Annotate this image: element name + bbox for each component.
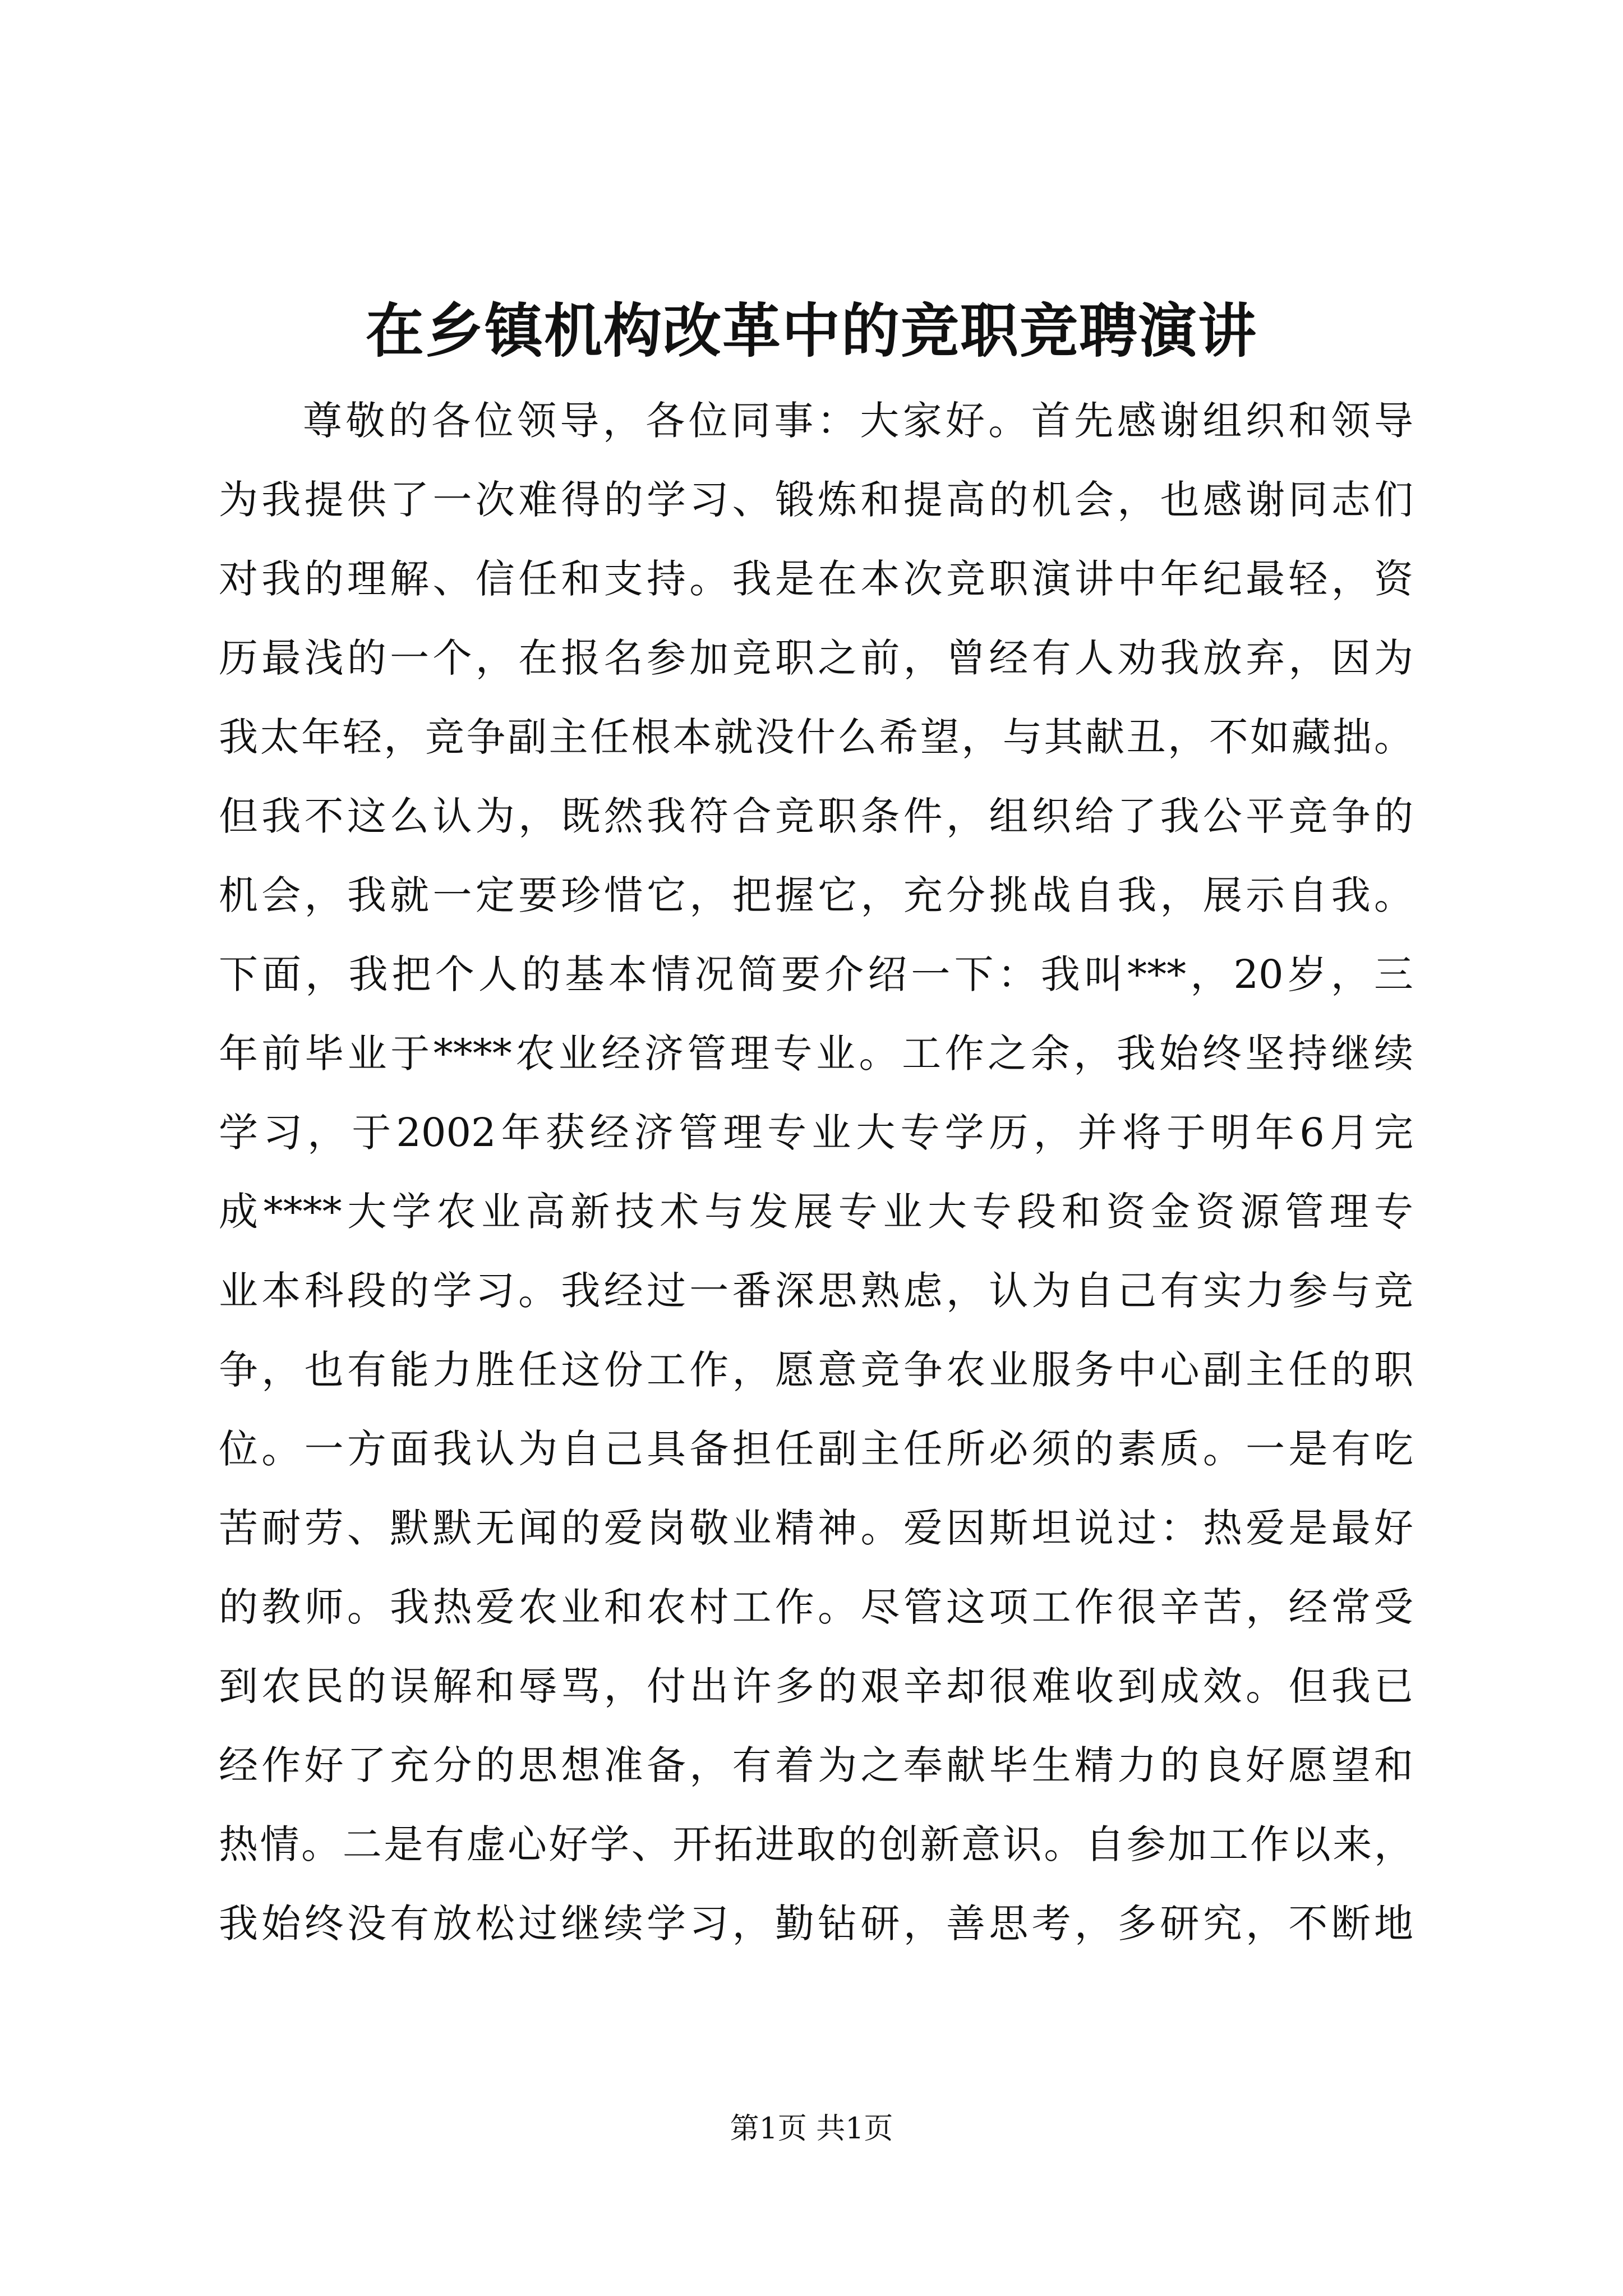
body-line: 到农民的误解和辱骂，付出许多的艰辛却很难收到成效。但我已 [219,1663,1413,1709]
page-footer: 第1页 共1页 [730,2112,893,2146]
body-line: 苦耐劳、默默无闻的爱岗敬业精神。爱因斯坦说过：热爱是最好 [219,1505,1413,1551]
body-line: 下面，我把个人的基本情况简要介绍一下：我叫***，20岁，三 [219,951,1413,997]
document-body [219,381,1413,1963]
body-line: 经作好了充分的思想准备，有着为之奉献毕生精力的良好愿望和 [219,1742,1413,1788]
body-line: 学习，于2002年获经济管理专业大专学历，并将于明年6月完 [219,1110,1413,1156]
body-line: 成****大学农业高新技术与发展专业大专段和资金资源管理专 [219,1189,1413,1235]
body-line: 为我提供了一次难得的学习、锻炼和提高的机会，也感谢同志们 [219,477,1413,523]
body-line: 的教师。我热爱农业和农村工作。尽管这项工作很辛苦，经常受 [219,1584,1413,1630]
body-line: 我始终没有放松过继续学习，勤钻研，善思考，多研究，不断地 [219,1901,1413,1947]
body-line: 年前毕业于****农业经济管理专业。工作之余，我始终坚持继续 [219,1030,1413,1076]
body-line: 历最浅的一个，在报名参加竞职之前，曾经有人劝我放弃，因为 [219,635,1413,681]
body-line: 业本科段的学习。我经过一番深思熟虑，认为自己有实力参与竞 [219,1268,1413,1314]
body-line: 对我的理解、信任和支持。我是在本次竞职演讲中年纪最轻，资 [219,556,1413,602]
body-line: 机会，我就一定要珍惜它，把握它，充分挑战自我，展示自我。 [219,872,1413,918]
body-line: 热情。二是有虚心好学、开拓进取的创新意识。自参加工作以来， [219,1821,1413,1867]
body-line: 尊敬的各位领导，各位同事：大家好。首先感谢组织和领导 [303,398,1413,444]
document-title: 在乡镇机构改革中的竞职竞聘演讲 [365,296,1257,365]
body-line: 我太年轻，竞争副主任根本就没什么希望，与其献丑，不如藏拙。 [219,714,1413,760]
body-line: 争，也有能力胜任这份工作，愿意竞争农业服务中心副主任的职 [219,1347,1413,1393]
body-line: 但我不这么认为，既然我符合竞职条件，组织给了我公平竞争的 [219,793,1413,839]
body-line: 位。一方面我认为自己具备担任副主任所必须的素质。一是有吃 [219,1426,1413,1472]
